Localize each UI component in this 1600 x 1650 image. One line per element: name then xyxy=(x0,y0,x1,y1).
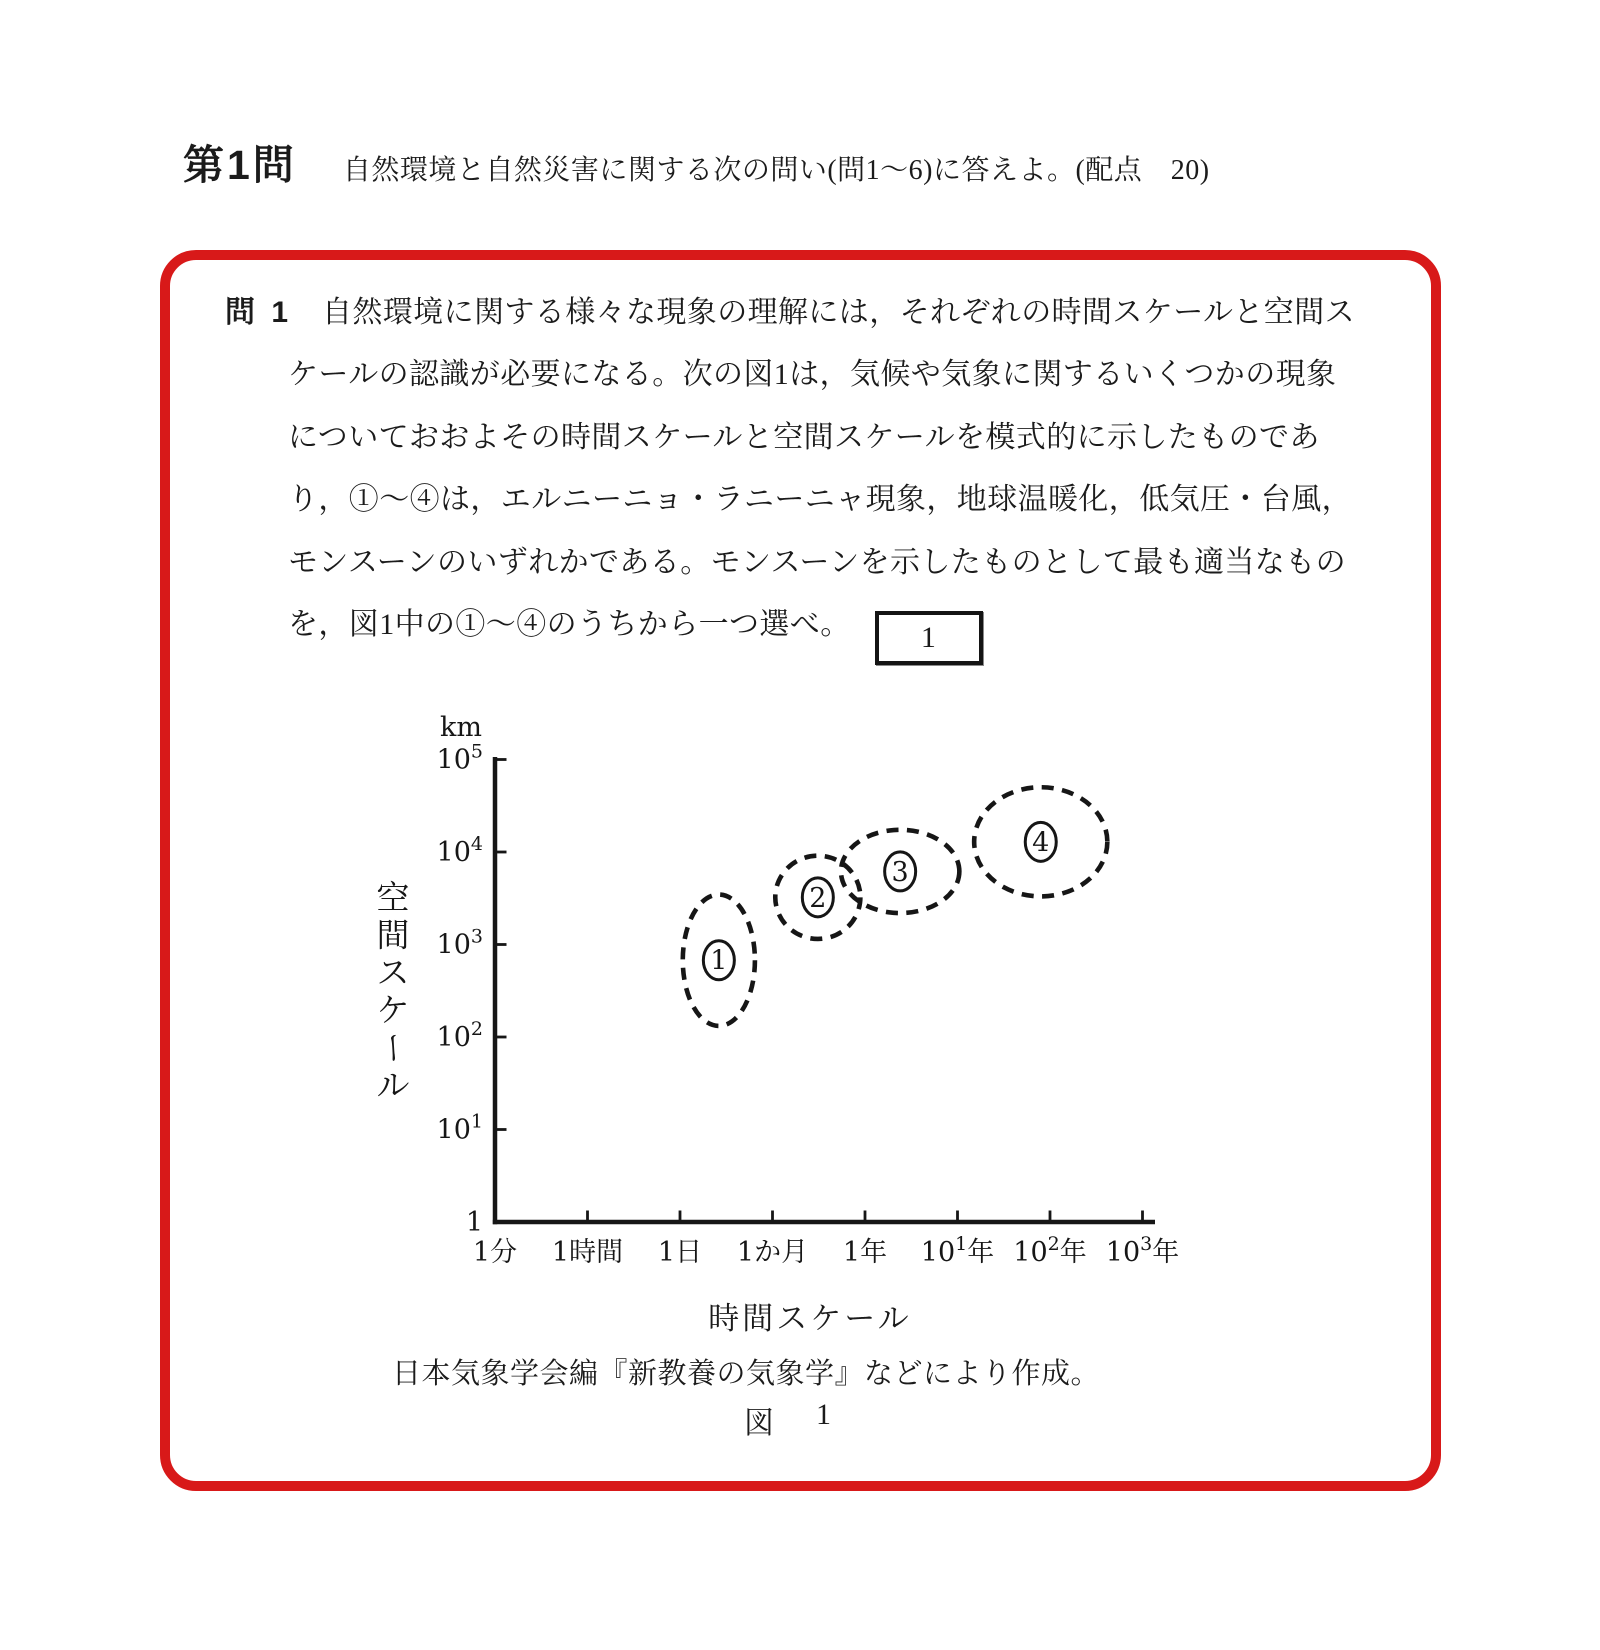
y-tick-label: $10^4$ xyxy=(436,833,483,868)
question-text xyxy=(288,282,1388,656)
section-title: 自然環境と自然災害に関する次の問い(問1～6)に答えよ。(配点 20) xyxy=(342,155,1210,186)
question-text-line-4: り，①～④は，エルニーニョ・ラニーニャ現象，地球温暖化，低気圧・台風， xyxy=(288,483,1352,517)
x-tick-label: $10^3$年 xyxy=(1105,1233,1180,1268)
question-text-line-3: についておおよその時間スケールと空間スケールを模式的に示したものであ xyxy=(288,420,1320,454)
y-axis-title-char: ー xyxy=(374,1031,413,1065)
question-text-line-6 xyxy=(288,594,1388,656)
x-axis-title: 時間スケール xyxy=(708,1301,912,1336)
question-text-line-5: モンスーンのいずれかである。モンスーンを示したものとして最も適当なもの xyxy=(288,545,1346,579)
answer-number-box xyxy=(875,611,983,665)
question-text-line-2: ケールの認識が必要になる。次の図1は，気候や気象に関するいくつかの現象 xyxy=(288,358,1337,392)
figure-source: 日本気象学会編『新教養の気象学』などにより作成。 xyxy=(392,1358,1101,1390)
question-number-label: 問 1 xyxy=(225,296,293,329)
figure-caption-number: 1 xyxy=(816,1398,831,1431)
figure-caption xyxy=(744,1398,831,1442)
y-axis-title-char: 空 xyxy=(376,878,410,917)
figure-1-chart xyxy=(360,690,1240,1270)
phenomenon-marker-number-3: 3 xyxy=(891,856,909,888)
y-tick-label: $10^5$ xyxy=(436,740,483,776)
x-tick-label: 1年 xyxy=(842,1237,888,1268)
y-axis-unit-label: km xyxy=(440,712,482,743)
y-tick-label: $10^2$ xyxy=(436,1018,483,1053)
question-text-line-1: 自然環境に関する様々な現象の理解には，それぞれの時間スケールと空間ス xyxy=(322,296,1355,329)
x-tick-label: 1か月 xyxy=(736,1237,809,1268)
phenomenon-marker-number-2: 2 xyxy=(809,882,827,914)
y-tick-label: $10^1$ xyxy=(436,1110,483,1146)
x-tick-label: 1時間 xyxy=(551,1237,624,1268)
figure-caption-label: 図 xyxy=(744,1407,774,1440)
phenomenon-marker-number-4: 4 xyxy=(1032,827,1050,859)
answer-number-value: 1 xyxy=(920,620,937,654)
x-tick-label: 1分 xyxy=(472,1237,518,1268)
y-tick-label: 1 xyxy=(465,1207,483,1238)
y-axis-title-char: ス xyxy=(376,953,410,992)
question-text-line-6-text: を，図1中の①～④のうちから一つ選べ。 xyxy=(288,607,851,641)
phenomenon-marker-number-1: 1 xyxy=(710,945,728,977)
y-axis-title-char: 間 xyxy=(376,915,410,955)
x-tick-label: 1日 xyxy=(657,1237,703,1268)
section-label: 第1問 xyxy=(183,142,297,188)
y-axis-title-char: ル xyxy=(376,1065,410,1105)
page-heading xyxy=(183,132,1210,191)
y-axis-title-char: ケ xyxy=(376,990,410,1030)
y-tick-label: $10^3$ xyxy=(436,925,483,961)
x-tick-label: $10^2$年 xyxy=(1013,1233,1087,1268)
x-tick-label: $10^1$年 xyxy=(920,1233,995,1268)
